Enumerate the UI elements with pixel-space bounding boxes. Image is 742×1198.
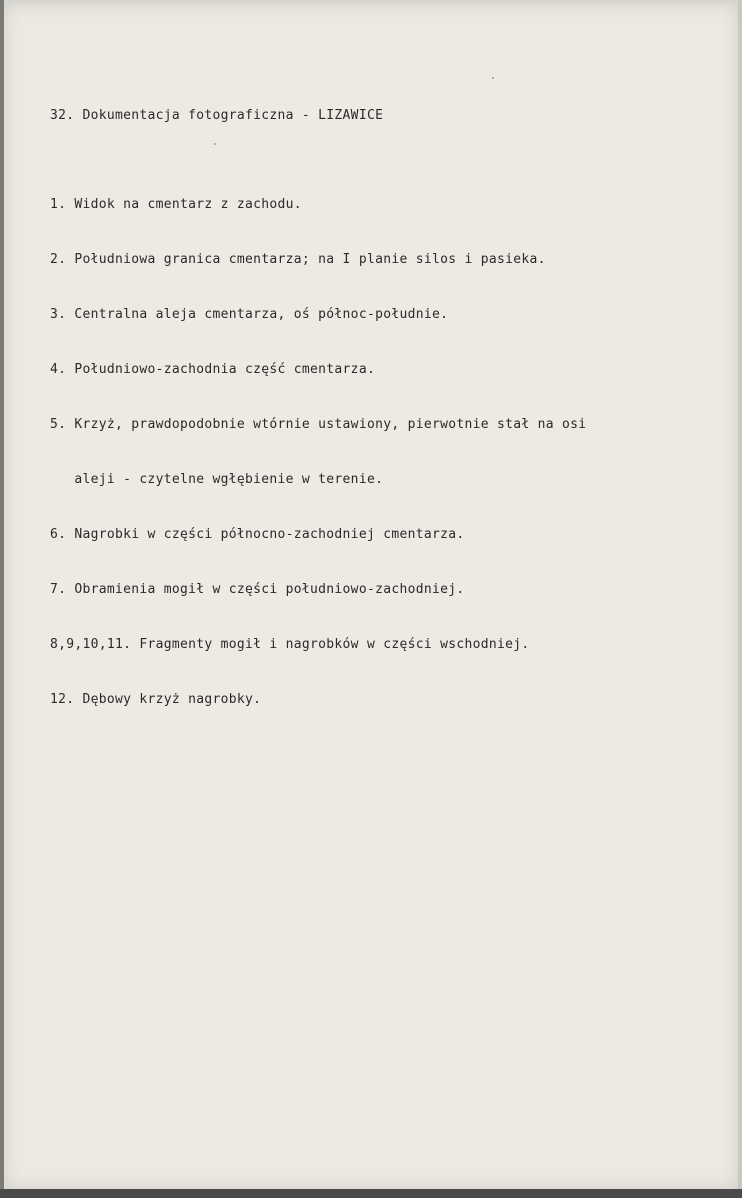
paper-speck [492, 77, 494, 79]
list-item: 5. Krzyż, prawdopodobnie wtórnie ustawiony, pierwotnie stał na osi [50, 417, 587, 432]
list-item: 3. Centralna aleja cmentarza, oś północ-południe. [50, 307, 449, 322]
list-item: 2. Południowa granica cmentarza; na I planie silos i pasieka. [50, 252, 546, 267]
list-item: 6. Nagrobki w części północno-zachodniej cmentarza. [50, 527, 465, 542]
page-right-edge [738, 0, 742, 1198]
list-item: 8,9,10,11. Fragmenty mogił i nagrobków w części wschodniej. [50, 637, 530, 652]
paper-speck [214, 143, 216, 145]
list-item: 1. Widok na cmentarz z zachodu. [50, 197, 302, 212]
page-bottom-edge [0, 1189, 742, 1198]
list-item: 7. Obramienia mogił w części południowo-zachodniej. [50, 582, 465, 597]
document-title: 32. Dokumentacja fotograficzna - LIZAWICE [50, 108, 384, 123]
photo-list [50, 162, 586, 727]
list-item: 4. Południowo-zachodnia część cmentarza. [50, 362, 376, 377]
list-item: 12. Dębowy krzyż nagrobky. [50, 692, 262, 707]
list-item: aleji - czytelne wgłębienie w terenie. [50, 472, 384, 487]
